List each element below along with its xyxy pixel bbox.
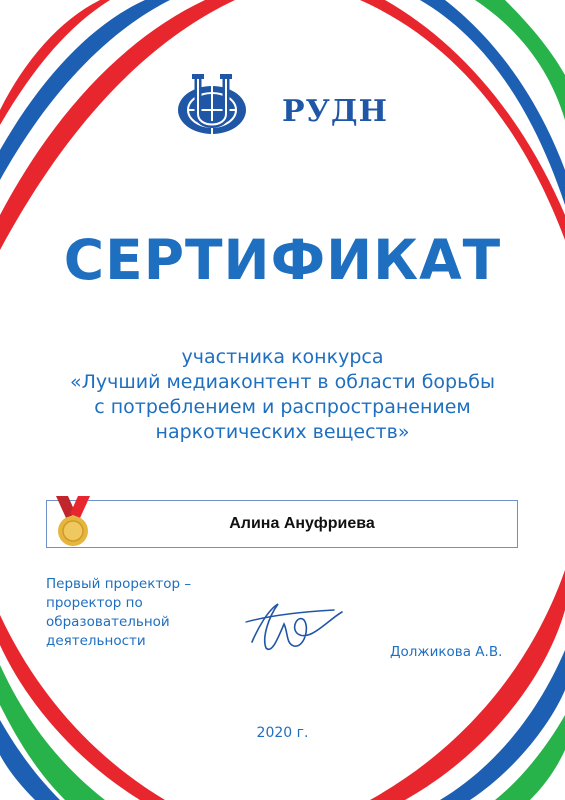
position-line: проректор по (46, 595, 143, 611)
subtitle-line: наркотических веществ» (155, 421, 410, 443)
position-line: деятельности (46, 633, 146, 649)
subtitle-line: «Лучший медиаконтент в области борьбы (69, 371, 496, 393)
logo-text: РУДН (282, 94, 388, 129)
handwritten-signature (238, 598, 348, 658)
recipient-name: Алина Ануфриева (229, 515, 375, 532)
recipient-box (46, 500, 518, 548)
globe-emblem-icon (178, 74, 246, 134)
subtitle-line: участника конкурса (181, 346, 384, 368)
signer-position (46, 575, 246, 651)
certificate-subtitle (20, 345, 545, 445)
position-line: образовательной (46, 614, 170, 630)
signer-name: Должикова А.В. (390, 644, 503, 660)
certificate-year: 2020 г. (256, 725, 309, 741)
medal-icon (50, 496, 96, 552)
position-line: Первый проректор – (46, 576, 192, 592)
subtitle-line: с потреблением и распространением (94, 396, 471, 418)
certificate-title: СЕРТИФИКАТ (63, 228, 502, 292)
ribbon-top-left-blue (0, 0, 170, 180)
